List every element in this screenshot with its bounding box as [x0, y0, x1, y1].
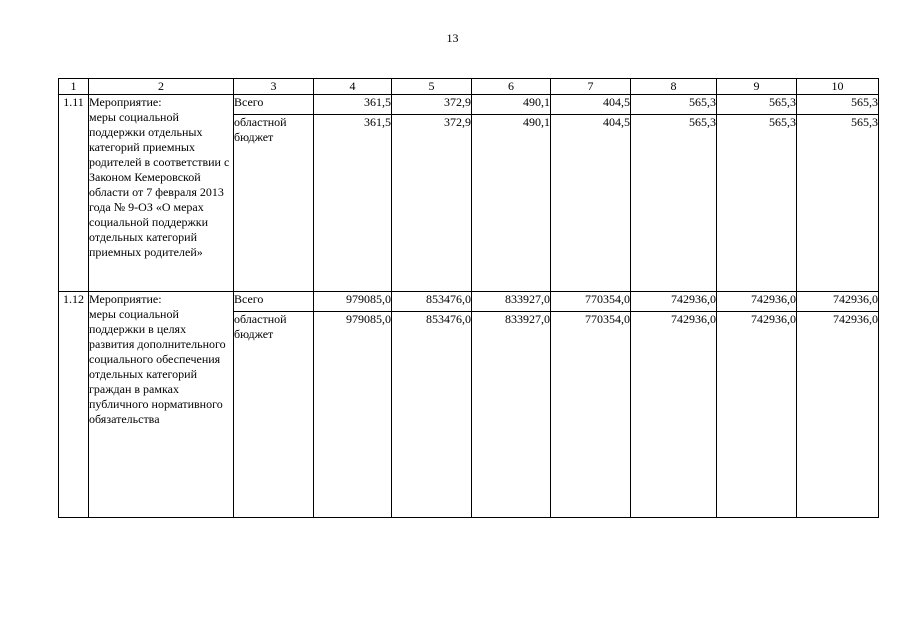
value-cell: 565,3	[631, 115, 717, 292]
value-cell: 361,5	[314, 115, 392, 292]
value-cell: 372,9	[392, 95, 472, 115]
value-cell: 404,5	[551, 115, 631, 292]
header-cell-3: 3	[234, 79, 314, 95]
value-cell: 565,3	[717, 95, 797, 115]
value-cell: 490,1	[472, 115, 551, 292]
value-cell: 770354,0	[551, 312, 631, 518]
value-cell: 742936,0	[797, 292, 879, 312]
row-description-text: меры социальной поддержки отдельных категорий приемных родителей в соответствии с Законом Кемеровской области от 7 февраля 2013 года № 9-ОЗ «О мерах социальной поддержки отдельных категорий приемных родителей»	[89, 110, 230, 259]
row-description-text: меры социальной поддержки в целях развития дополнительного социального обеспечения отдельных категорий граждан в рамках публичного нормативного обязательства	[89, 307, 226, 426]
header-cell-9: 9	[717, 79, 797, 95]
table-row	[59, 95, 879, 115]
value-cell: 565,3	[717, 115, 797, 292]
page-number: 13	[446, 31, 459, 45]
value-cell: 565,3	[797, 95, 879, 115]
row-description	[89, 95, 234, 292]
value-cell: 742936,0	[717, 292, 797, 312]
row-number: 1.12	[59, 292, 89, 518]
header-cell-4: 4	[314, 79, 392, 95]
header-cell-8: 8	[631, 79, 717, 95]
funding-source: Всего	[234, 292, 314, 312]
value-cell: 833927,0	[472, 312, 551, 518]
funding-source: Всего	[234, 95, 314, 115]
value-cell: 742936,0	[797, 312, 879, 518]
header-cell-6: 6	[472, 79, 551, 95]
row-description	[89, 292, 234, 518]
value-cell: 833927,0	[472, 292, 551, 312]
header-cell-7: 7	[551, 79, 631, 95]
value-cell: 372,9	[392, 115, 472, 292]
value-cell: 361,5	[314, 95, 392, 115]
value-cell: 979085,0	[314, 292, 392, 312]
funding-source: областной бюджет	[234, 115, 314, 292]
value-cell: 565,3	[631, 95, 717, 115]
value-cell: 565,3	[797, 115, 879, 292]
table-row	[59, 292, 879, 312]
header-cell-5: 5	[392, 79, 472, 95]
value-cell: 770354,0	[551, 292, 631, 312]
value-cell: 742936,0	[631, 312, 717, 518]
header-cell-10: 10	[797, 79, 879, 95]
budget-table	[58, 78, 879, 518]
value-cell: 742936,0	[631, 292, 717, 312]
header-cell-2: 2	[89, 79, 234, 95]
value-cell: 742936,0	[717, 312, 797, 518]
row-title: Мероприятие:	[89, 95, 162, 109]
row-number: 1.11	[59, 95, 89, 292]
value-cell: 853476,0	[392, 312, 472, 518]
header-row	[59, 79, 879, 95]
value-cell: 490,1	[472, 95, 551, 115]
header-cell-1: 1	[59, 79, 89, 95]
funding-source: областной бюджет	[234, 312, 314, 518]
value-cell: 853476,0	[392, 292, 472, 312]
value-cell: 979085,0	[314, 312, 392, 518]
value-cell: 404,5	[551, 95, 631, 115]
row-title: Мероприятие:	[89, 292, 162, 306]
